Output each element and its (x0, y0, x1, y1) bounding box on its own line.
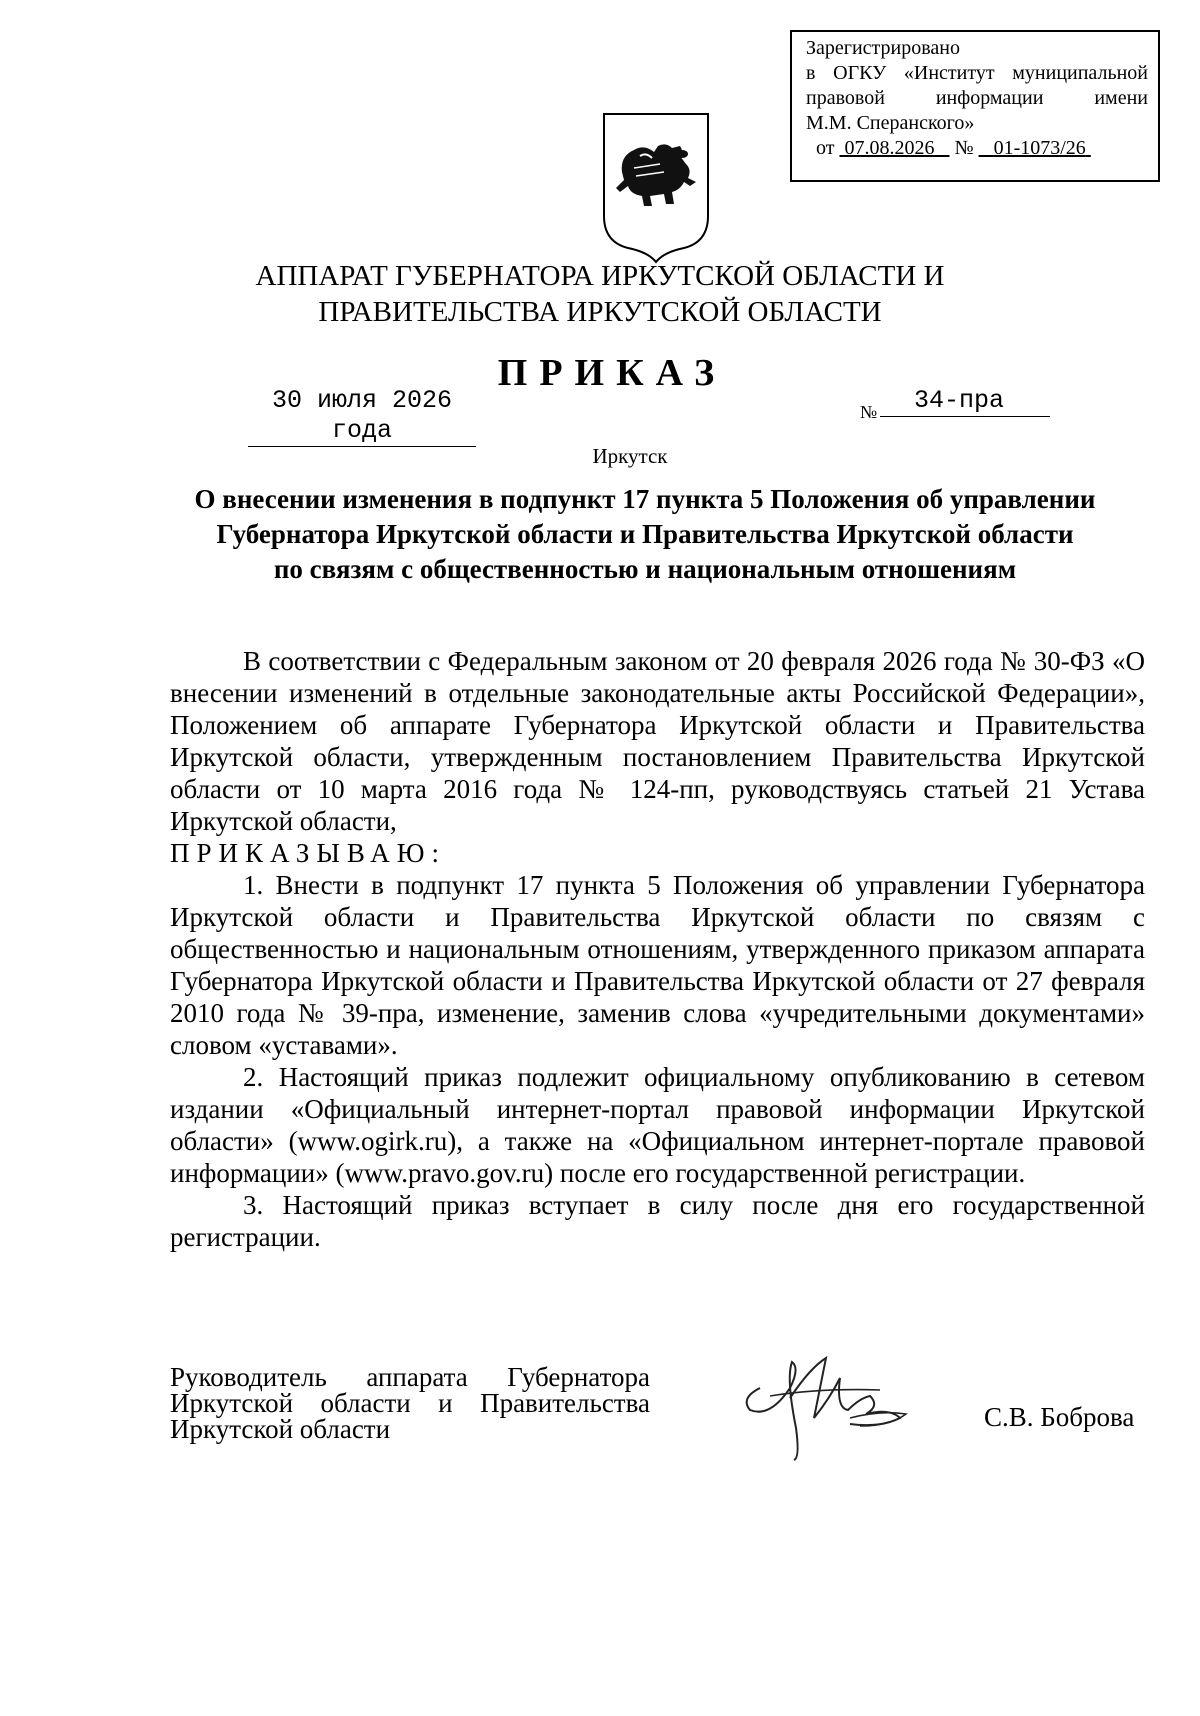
organization-name-line1: АППАРАТ ГУБЕРНАТОРА ИРКУТСКОЙ ОБЛАСТИ И (255, 260, 945, 292)
registration-stamp (790, 30, 1160, 182)
signer-name: С.В. Боброва (984, 1402, 1135, 1432)
order-title-line3: по связям с общественностью и национальным отношениям (273, 554, 1017, 584)
preamble-paragraph: В соответствии с Федеральным законом от 20 февраля 2026 года № 30-ФЗ «О внесении изменений в отдельные законодательные акты Российской Федерации», Положением об аппарате Губернатора Иркутской области и Правительства Иркутской области, утвержденным постановлением Правительства Иркутской области от 10 марта 2016 года № 124-пп, руководствуясь статьей 21 Устава Иркутской области, (170, 646, 1145, 836)
order-title-line2: Губернатора Иркутской области и Правительства Иркутской области (216, 519, 1074, 549)
order-date-field (248, 386, 476, 447)
order-title-line1: О внесении изменения в подпункт 17 пункта 5 Положения об управлении (194, 484, 1096, 514)
order-number-sign: № (860, 402, 878, 422)
order-body (170, 645, 1145, 1253)
stamp-line-registered: Зарегистрировано (806, 37, 961, 59)
order-number: 34-пра (914, 386, 1005, 415)
signer-position (170, 1364, 650, 1442)
stamp-number-label: № (954, 137, 974, 159)
stamp-line-speransky: М.М. Сперанского» (806, 112, 975, 134)
order-item-3: 3. Настоящий приказ вступает в силу после дня его государственной регистрации. (170, 1190, 1145, 1252)
stamp-line-legal-info: правовой информации имени (806, 87, 1148, 109)
prikazyvayu-word: ПРИКАЗЫВАЮ: (170, 838, 446, 868)
stamp-registration-row (806, 136, 1148, 161)
handwritten-signature (730, 1348, 920, 1468)
order-item-2: 2. Настоящий приказ подлежит официальному опубликованию в сетевом издании «Официальный интернет-портал правовой информации Иркутской области» (www.ogirk.ru), а также на «Официальном интернет-портале правовой информации» (www.pravo.gov.ru) после его государственной регистрации. (170, 1062, 1145, 1188)
stamp-date: 07.08.2026 (844, 137, 935, 159)
signer-position-line2: Иркутской области и Правительства (170, 1388, 650, 1418)
organization-name-line2: ПРАВИТЕЛЬСТВА ИРКУТСКОЙ ОБЛАСТИ (318, 296, 882, 328)
coat-of-arms-icon (600, 112, 712, 264)
stamp-from-label: от (816, 137, 835, 159)
order-title (150, 482, 1140, 587)
stamp-line-institute: в ОГКУ «Институт муниципальной (806, 62, 1148, 84)
order-date: 30 июля 2026 года (271, 386, 453, 445)
order-item-1: 1. Внести в подпункт 17 пункта 5 Положения об управлении Губернатора Иркутской области и Правительства Иркутской области по связям с общественностью и национальным отношениям, утвержденного приказом аппарата Губернатора Иркутской области и Правительства Иркутской области от 27 февраля 2010 года № 39-пра, изменение, заменив слова «учредительными документами» словом «уставами». (170, 870, 1145, 1060)
order-number-underline (880, 416, 1050, 417)
order-number-field (880, 386, 1050, 417)
city-name: Иркутск (592, 444, 668, 468)
signer-position-line1: Руководитель аппарата Губернатора (170, 1362, 650, 1392)
document-type-heading: ПРИКАЗ (497, 352, 727, 394)
stamp-number: 01-1073/26 (993, 137, 1086, 159)
signer-position-line3: Иркутской области (170, 1414, 391, 1444)
